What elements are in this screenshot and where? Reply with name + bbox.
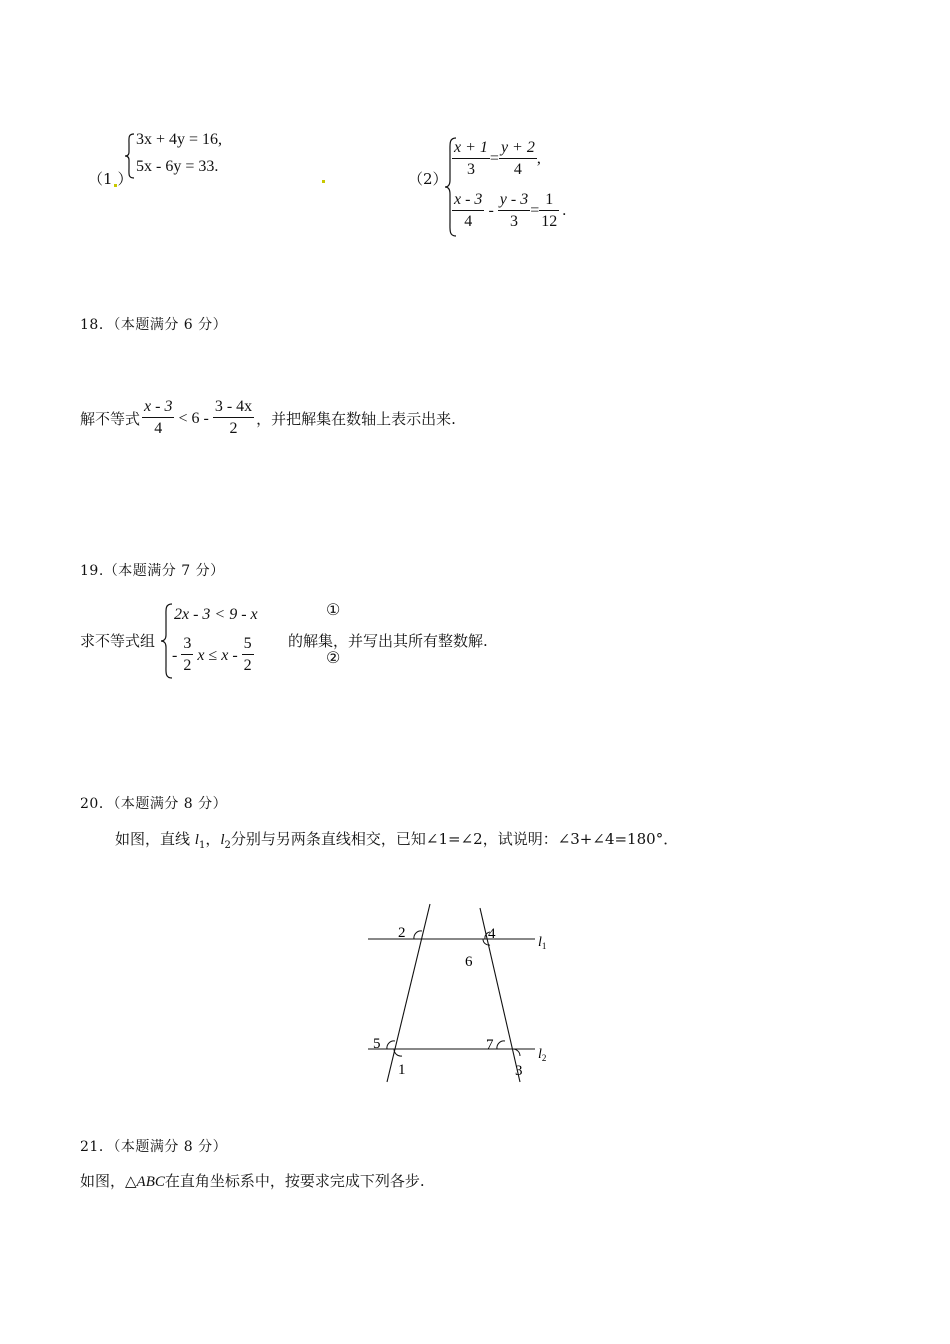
q20-figure — [360, 896, 570, 1086]
q18-heading: 18．（本题满分 6 分） — [80, 317, 228, 333]
q20-body: 如图，直线 $l_1$，$l_2$分别与另两条直线相交，已知∠1=∠2，试说明：∠3+∠4=180°． — [115, 830, 679, 851]
fraction: $\frac{3 - 4x}{2}$ — [214, 398, 253, 437]
q18-prefix: 解不等式 — [80, 410, 141, 428]
angle-label-5: 5 — [373, 1036, 381, 1052]
q17-part1-label: （1 ） — [88, 170, 133, 188]
angle-arc-7 — [497, 1041, 505, 1049]
angle-label-4: 4 — [488, 926, 496, 942]
q17-part2-eq1: $\frac{x + 1}{3}$ = $\frac{y + 2}{4}$ , — [452, 138, 541, 181]
q19-heading: 19.（本题满分 7 分） — [80, 563, 225, 579]
q19-prefix: 求不等式组 — [80, 632, 156, 650]
fraction: $\frac{x - 3}{4}$ — [454, 191, 483, 230]
circled-one: ① — [326, 600, 341, 619]
q17-part1-brace — [124, 132, 136, 180]
angle-arc-5 — [387, 1041, 395, 1049]
angle-label-1: 1 — [398, 1062, 406, 1078]
fraction: $\frac{y + 2}{4}$ — [500, 139, 535, 178]
fraction: $\frac{1}{12}$ — [541, 191, 558, 230]
q17-part1-eq2: 5x - 6y = 33. — [136, 158, 219, 175]
fraction: $\frac{x + 1}{3}$ — [454, 139, 488, 178]
fraction: $\frac{y - 3}{3}$ — [499, 191, 529, 230]
q19-ineq2: - $\frac{3}{2}$ x ≤ x - $\frac{5}{2}$ — [172, 634, 254, 677]
label-l2: $l_2$ — [538, 1047, 547, 1063]
q21-heading: 21．（本题满分 8 分） — [80, 1139, 228, 1155]
angle-label-6: 6 — [465, 954, 473, 970]
q20-heading: 20．（本题满分 8 分） — [80, 796, 228, 812]
q19-ineq1: 2x - 3 < 9 - x — [174, 606, 258, 623]
q18-suffix: ，并把解集在数轴上表示出来. — [256, 410, 456, 428]
circled-two: ② — [326, 648, 341, 667]
transversal-left — [387, 904, 430, 1082]
q21-body: 如图，△ABC在直角坐标系中，按要求完成下列各步. — [80, 1172, 425, 1190]
angle-label-2: 2 — [398, 925, 406, 941]
q17-part2-eq2: $\frac{x - 3}{4}$ - $\frac{y - 3}{3}$ = $\frac{1}{12}$ . — [452, 190, 566, 233]
stray-dot — [114, 184, 117, 187]
fraction: $\frac{5}{2}$ — [243, 635, 252, 674]
angle-label-7: 7 — [486, 1037, 494, 1053]
stray-dot — [322, 180, 325, 183]
q18-body: 解不等式 $\frac{x - 3}{4}$ < 6 - $\frac{3 - 4x}{2}$ ，并把解集在数轴上表示出来. — [80, 397, 456, 440]
fraction: $\frac{x - 3}{4}$ — [144, 398, 173, 437]
q17-part2-label: （2） — [408, 170, 448, 188]
label-l1: $l_1$ — [538, 935, 547, 951]
q19-suffix: 的解集，并写出其所有整数解. — [288, 632, 488, 650]
angle-label-3: 3 — [515, 1063, 523, 1079]
angle-arc-2 — [414, 931, 422, 939]
q17-part1-eq1: 3x + 4y = 16, — [136, 131, 223, 148]
fraction: $\frac{3}{2}$ — [183, 635, 192, 674]
